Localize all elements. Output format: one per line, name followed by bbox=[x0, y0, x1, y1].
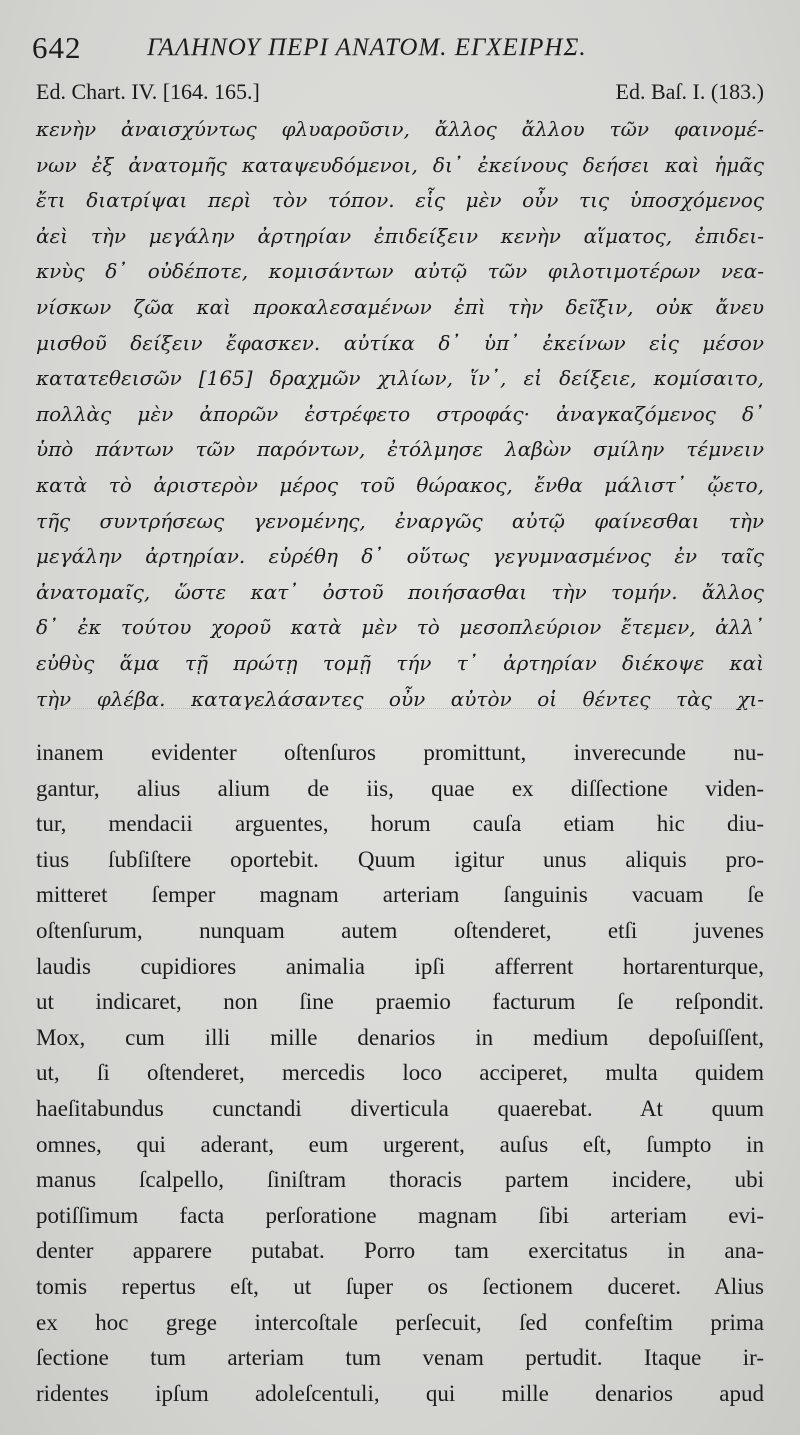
greek-text-line: νίσκων ζῶα καὶ προκαλεσαμένων ἐπὶ τὴν δεῖξιν, οὐκ ἄνευ bbox=[36, 294, 764, 319]
latin-text-line: haeſitabundus cunctandi diverticula quaerebat. At quum bbox=[36, 1095, 764, 1121]
latin-text-line: inanem evidenter oſtenſuros promittunt, inverecunde nu- bbox=[36, 740, 764, 765]
latin-text-line: potiſſimum facta perſoratione magnam ſibi arteriam evi- bbox=[36, 1202, 764, 1228]
greek-text-line: ἔτι διατρίψαι περὶ τὸν τόπον. εἷς μὲν οὖν τις ὑποσχόμενος bbox=[36, 188, 764, 213]
greek-text-line: μισθοῦ δείξειν ἔφασκεν. αὐτίκα δ᾽ ὑπ᾽ ἐκείνων εἰς μέσον bbox=[36, 330, 764, 355]
latin-text-line: ridentes ipſum adoleſcentuli, qui mille denarios apud bbox=[36, 1380, 764, 1406]
latin-text-column bbox=[36, 735, 764, 1411]
edition-reference-line bbox=[36, 79, 764, 109]
greek-text-line: κατὰ τὸ ἀριστερὸν μέρος τοῦ θώρακος, ἔνθα μάλιστ᾽ ᾤετο, bbox=[36, 472, 764, 497]
latin-text-line: oſtenſurum, nunquam autem oſtenderet, etſi juvenes bbox=[36, 917, 764, 943]
latin-text-line: denter apparere putabat. Porro tam exercitatus in ana- bbox=[36, 1238, 764, 1264]
running-head-title: ΓΑΛΗΝΟΥ ΠΕΡΙ ΑΝΑΤΟΜ. ΕΓΧΕΙΡΗΣ. bbox=[147, 34, 587, 61]
page-number: 642 bbox=[32, 30, 82, 65]
latin-text-line: gantur, alius alium de iis, quae ex diſſectione viden- bbox=[36, 775, 764, 801]
greek-text-line: ἀεὶ τὴν μεγάλην ἀρτηρίαν ἐπιδείξειν κενὴν αἵματος, ἐπιδει- bbox=[36, 223, 764, 248]
latin-text-line: ex hoc grege intercoſtale perſecuit, ſed confeſtim prima bbox=[36, 1309, 764, 1335]
greek-text-line: τὴν φλέβα. καταγελάσαντες οὖν αὐτὸν οἱ θέντες τὰς χι- bbox=[36, 686, 764, 711]
greek-text-line: κνὺς δ᾽ οὐδέποτε, κομισάντων αὐτῷ τῶν φιλοτιμοτέρων νεα- bbox=[36, 259, 764, 284]
bleed-through-divider bbox=[40, 708, 762, 709]
latin-text-line: ut, ſi oſtenderet, mercedis loco acciperet, multa quidem bbox=[36, 1060, 764, 1086]
greek-text-column bbox=[36, 112, 764, 717]
latin-text-line: omnes, qui aderant, eum urgerent, auſus eſt, ſumpto in bbox=[36, 1131, 764, 1157]
latin-text-line: Mox, cum illi mille denarios in medium depoſuiſſent, bbox=[36, 1024, 764, 1050]
greek-text-line: εὐθὺς ἅμα τῇ πρώτῃ τομῇ τήν τ᾽ ἀρτηρίαν διέκοψε καὶ bbox=[36, 650, 764, 675]
greek-text-line: ὑπὸ πάντων τῶν παρόντων, ἐτόλμησε λαβὼν σμίλην τέμνειν bbox=[36, 437, 764, 462]
edition-chartier-reference: Ed. Chart. IV. [164. 165.] bbox=[36, 79, 260, 104]
latin-text-line: mitteret ſemper magnam arteriam ſanguinis vacuam ſe bbox=[36, 882, 764, 908]
latin-text-line: tomis repertus eſt, ut ſuper os ſectionem duceret. Alius bbox=[36, 1273, 764, 1299]
latin-text-line: ut indicaret, non ſine praemio facturum ſe reſpondit. bbox=[36, 989, 764, 1015]
latin-text-line: tur, mendacii arguentes, horum cauſa etiam hic diu- bbox=[36, 811, 764, 837]
edition-basel-reference: Ed. Baſ. I. (183.) bbox=[615, 79, 764, 104]
latin-text-line: ſectione tum arteriam tum venam pertudit. Itaque ir- bbox=[36, 1345, 764, 1371]
greek-text-line: ἀνατομαῖς, ὥστε κατ᾽ ὀστοῦ ποιήσασθαι τὴν τομήν. ἄλλος bbox=[36, 579, 764, 604]
running-head bbox=[32, 28, 772, 68]
latin-text-line: tius ſubſiſtere oportebit. Quum igitur unus aliquis pro- bbox=[36, 846, 764, 872]
greek-text-line: νων ἐξ ἀνατομῆς καταψευδόμενοι, δι᾽ ἐκείνους δεήσει καὶ ἡμᾶς bbox=[36, 152, 764, 177]
greek-text-line: μεγάλην ἀρτηρίαν. εὑρέθη δ᾽ οὕτως γεγυμνασμένος ἐν ταῖς bbox=[36, 544, 764, 569]
latin-text-line: laudis cupidiores animalia ipſi afferrent hortarenturque, bbox=[36, 953, 764, 979]
greek-text-line: πολλὰς μὲν ἀπορῶν ἐστρέφετο στροφάς· ἀναγκαζόμενος δ᾽ bbox=[36, 401, 764, 426]
greek-text-line: δ᾽ ἐκ τούτου χοροῦ κατὰ μὲν τὸ μεσοπλεύριον ἔτεμεν, ἀλλ᾽ bbox=[36, 615, 764, 640]
greek-text-line: κενὴν ἀναισχύντως φλυαροῦσιν, ἄλλος ἄλλου τῶν φαινομέ- bbox=[36, 117, 764, 141]
greek-text-line: τῆς συντρήσεως γενομένης, ἐναργῶς αὐτῷ φαίνεσθαι τὴν bbox=[36, 508, 764, 533]
latin-text-line: manus ſcalpello, ſiniſtram thoracis partem incidere, ubi bbox=[36, 1167, 764, 1193]
greek-text-line: κατατεθεισῶν [165] δραχμῶν χιλίων, ἵν᾽, εἰ δείξειε, κομίσαιτο, bbox=[36, 366, 764, 391]
